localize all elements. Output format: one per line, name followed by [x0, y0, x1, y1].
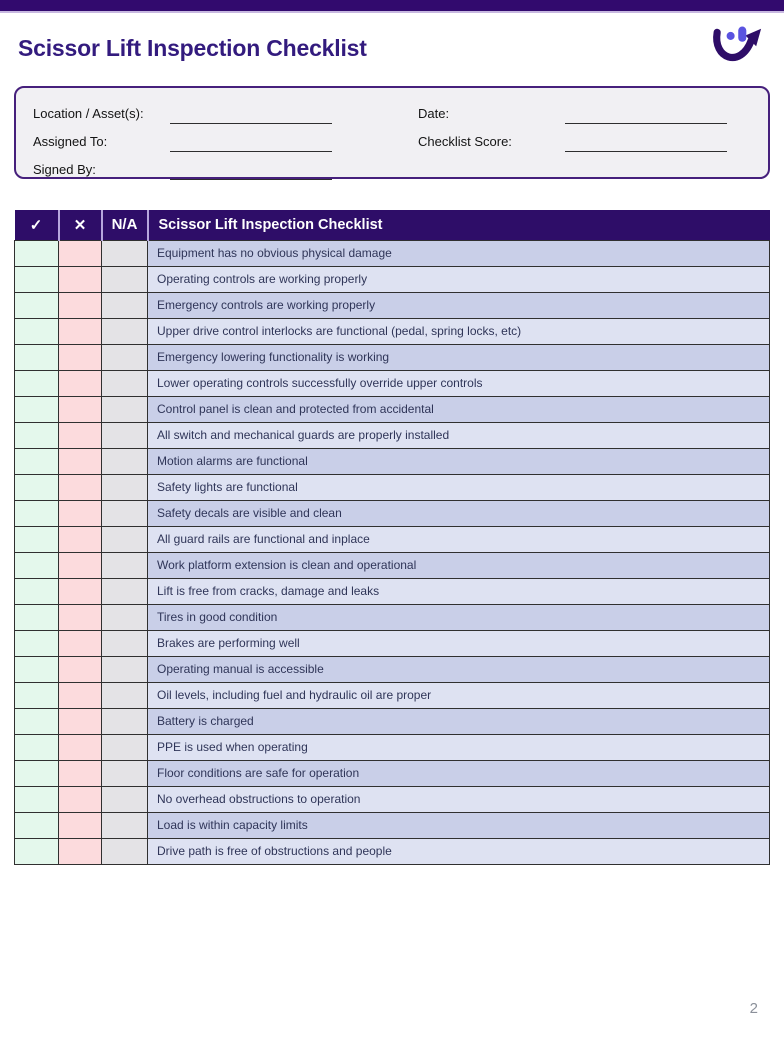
item-label: All switch and mechanical guards are properly installed: [148, 422, 770, 448]
location-label: Location / Asset(s):: [33, 106, 144, 121]
table-row: [15, 370, 770, 396]
table-row: [15, 526, 770, 552]
form-field-signed-by: [33, 152, 418, 180]
checklist-score-input-line[interactable]: [565, 132, 727, 152]
na-cell[interactable]: [102, 630, 148, 656]
cross-cell[interactable]: [59, 734, 102, 760]
assigned-to-label: Assigned To:: [33, 134, 108, 149]
na-cell[interactable]: [102, 656, 148, 682]
na-cell[interactable]: [102, 734, 148, 760]
table-row: [15, 604, 770, 630]
cross-cell[interactable]: [59, 370, 102, 396]
cross-cell[interactable]: [59, 812, 102, 838]
table-row: [15, 578, 770, 604]
item-label: Upper drive control interlocks are functional (pedal, spring locks, etc): [148, 318, 770, 344]
table-row: [15, 318, 770, 344]
cross-cell[interactable]: [59, 448, 102, 474]
check-cell[interactable]: [15, 786, 59, 812]
check-cell[interactable]: [15, 630, 59, 656]
table-row: [15, 708, 770, 734]
na-cell[interactable]: [102, 344, 148, 370]
table-row: [15, 734, 770, 760]
table-row: [15, 292, 770, 318]
na-column-header: N/A: [102, 210, 148, 240]
check-cell[interactable]: [15, 812, 59, 838]
na-cell[interactable]: [102, 292, 148, 318]
info-form: [14, 86, 770, 179]
na-cell[interactable]: [102, 474, 148, 500]
check-cell[interactable]: [15, 760, 59, 786]
table-row: [15, 422, 770, 448]
table-row: [15, 266, 770, 292]
item-label: Operating manual is accessible: [148, 656, 770, 682]
na-cell[interactable]: [102, 448, 148, 474]
item-label: Equipment has no obvious physical damage: [148, 240, 770, 266]
cross-cell[interactable]: [59, 474, 102, 500]
cross-cell[interactable]: [59, 682, 102, 708]
table-row: [15, 500, 770, 526]
table-title-header: Scissor Lift Inspection Checklist: [148, 210, 770, 240]
item-label: PPE is used when operating: [148, 734, 770, 760]
table-row: [15, 838, 770, 864]
cross-cell[interactable]: [59, 708, 102, 734]
na-cell[interactable]: [102, 578, 148, 604]
cross-cell[interactable]: [59, 318, 102, 344]
na-cell[interactable]: [102, 240, 148, 266]
check-cell[interactable]: [15, 318, 59, 344]
cross-cell[interactable]: [59, 422, 102, 448]
item-label: Oil levels, including fuel and hydraulic oil are proper: [148, 682, 770, 708]
check-cell[interactable]: [15, 578, 59, 604]
na-cell[interactable]: [102, 318, 148, 344]
signed-by-label: Signed By:: [33, 162, 96, 177]
check-cell[interactable]: [15, 396, 59, 422]
item-label: Safety lights are functional: [148, 474, 770, 500]
check-cell[interactable]: [15, 500, 59, 526]
check-cell[interactable]: [15, 604, 59, 630]
cross-cell[interactable]: [59, 344, 102, 370]
cross-cell[interactable]: [59, 552, 102, 578]
cross-cell[interactable]: [59, 604, 102, 630]
table-row: [15, 552, 770, 578]
form-field-date: [418, 96, 768, 124]
table-row: [15, 240, 770, 266]
page-number: 2: [749, 1000, 758, 1017]
na-cell[interactable]: [102, 708, 148, 734]
cross-cell[interactable]: [59, 526, 102, 552]
cross-cell[interactable]: [59, 838, 102, 864]
na-cell[interactable]: [102, 552, 148, 578]
na-cell[interactable]: [102, 396, 148, 422]
table-row: [15, 448, 770, 474]
page-header: [0, 13, 784, 82]
item-label: Emergency lowering functionality is working: [148, 344, 770, 370]
check-cell[interactable]: [15, 422, 59, 448]
check-cell[interactable]: [15, 734, 59, 760]
item-label: No overhead obstructions to operation: [148, 786, 770, 812]
na-cell[interactable]: [102, 526, 148, 552]
checklist-score-label: Checklist Score:: [418, 134, 512, 149]
table-row: [15, 630, 770, 656]
item-label: Load is within capacity limits: [148, 812, 770, 838]
assigned-to-input-line[interactable]: [170, 132, 332, 152]
na-cell[interactable]: [102, 266, 148, 292]
checklist-body: [15, 240, 770, 864]
signed-by-input-line[interactable]: [170, 160, 332, 180]
item-label: All guard rails are functional and inplace: [148, 526, 770, 552]
form-field-location: [33, 96, 418, 124]
item-label: Motion alarms are functional: [148, 448, 770, 474]
item-label: Tires in good condition: [148, 604, 770, 630]
table-row: [15, 760, 770, 786]
item-label: Emergency controls are working properly: [148, 292, 770, 318]
date-input-line[interactable]: [565, 104, 727, 124]
page-title: Scissor Lift Inspection Checklist: [18, 35, 367, 61]
cross-column-header: ✕: [59, 210, 102, 240]
item-label: Control panel is clean and protected from accidental: [148, 396, 770, 422]
location-input-line[interactable]: [170, 104, 332, 124]
check-cell[interactable]: [15, 474, 59, 500]
item-label: Lift is free from cracks, damage and leaks: [148, 578, 770, 604]
item-label: Brakes are performing well: [148, 630, 770, 656]
table-row: [15, 786, 770, 812]
form-field-assigned-to: [33, 124, 418, 152]
cross-cell[interactable]: [59, 578, 102, 604]
top-accent-bar: [0, 0, 784, 13]
na-cell[interactable]: [102, 760, 148, 786]
cross-cell[interactable]: [59, 396, 102, 422]
check-cell[interactable]: [15, 708, 59, 734]
cross-cell[interactable]: [59, 266, 102, 292]
cross-cell[interactable]: [59, 240, 102, 266]
check-cell[interactable]: [15, 370, 59, 396]
na-cell[interactable]: [102, 500, 148, 526]
table-row: [15, 474, 770, 500]
cross-cell[interactable]: [59, 292, 102, 318]
check-cell[interactable]: [15, 240, 59, 266]
item-label: Battery is charged: [148, 708, 770, 734]
item-label: Drive path is free of obstructions and people: [148, 838, 770, 864]
na-cell[interactable]: [102, 422, 148, 448]
check-cell[interactable]: [15, 682, 59, 708]
check-cell[interactable]: [15, 344, 59, 370]
check-cell[interactable]: [15, 838, 59, 864]
cross-cell[interactable]: [59, 760, 102, 786]
item-label: Lower operating controls successfully override upper controls: [148, 370, 770, 396]
item-label: Work platform extension is clean and operational: [148, 552, 770, 578]
check-cell[interactable]: [15, 656, 59, 682]
na-cell[interactable]: [102, 682, 148, 708]
check-cell[interactable]: [15, 292, 59, 318]
cross-cell[interactable]: [59, 656, 102, 682]
brand-logo: [710, 25, 762, 72]
na-cell[interactable]: [102, 370, 148, 396]
na-cell[interactable]: [102, 786, 148, 812]
check-cell[interactable]: [15, 448, 59, 474]
cross-cell[interactable]: [59, 630, 102, 656]
smiley-arrow-logo-icon: [710, 25, 762, 72]
check-column-header: ✓: [15, 210, 59, 240]
form-field-checklist-score: [418, 124, 768, 152]
cross-cell[interactable]: [59, 786, 102, 812]
na-cell[interactable]: [102, 838, 148, 864]
table-header-row: [15, 210, 770, 240]
na-cell[interactable]: [102, 812, 148, 838]
table-row: [15, 656, 770, 682]
na-cell[interactable]: [102, 604, 148, 630]
date-label: Date:: [418, 106, 450, 121]
cross-cell[interactable]: [59, 500, 102, 526]
check-cell[interactable]: [15, 266, 59, 292]
item-label: Safety decals are visible and clean: [148, 500, 770, 526]
check-cell[interactable]: [15, 552, 59, 578]
item-label: Operating controls are working properly: [148, 266, 770, 292]
table-row: [15, 812, 770, 838]
check-cell[interactable]: [15, 526, 59, 552]
item-label: Floor conditions are safe for operation: [148, 760, 770, 786]
checklist-table: [14, 210, 770, 865]
table-row: [15, 396, 770, 422]
table-row: [15, 682, 770, 708]
table-row: [15, 344, 770, 370]
